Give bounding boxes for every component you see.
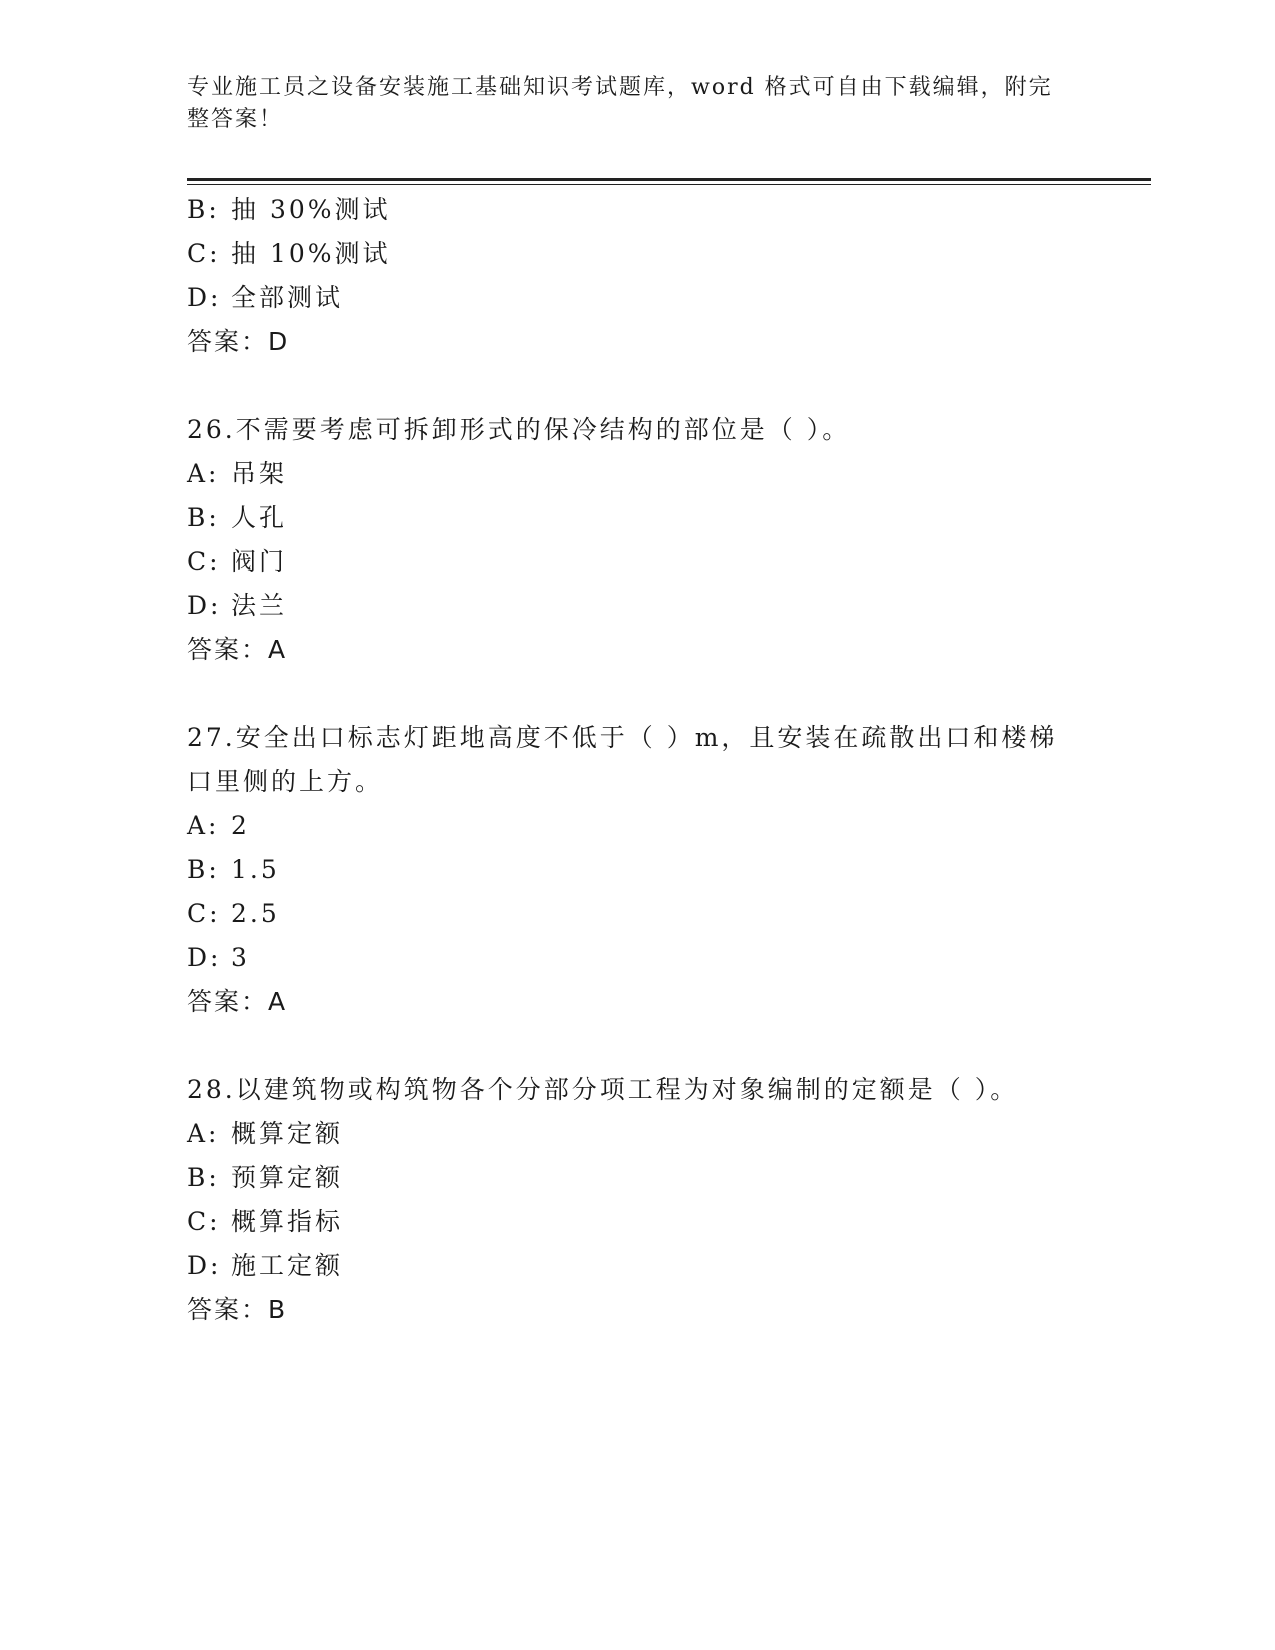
header-line-1: 专业施工员之设备安装施工基础知识考试题库，word 格式可自由下载编辑，附完 xyxy=(187,75,1053,100)
option-text: 法兰 xyxy=(231,591,288,620)
q25-answer: 答案：D xyxy=(187,327,290,356)
q25-option-b xyxy=(187,194,391,226)
option-text: 概算指标 xyxy=(231,1207,344,1236)
q28-option-b xyxy=(187,1162,343,1194)
option-text: 抽 30%测试 xyxy=(231,195,391,224)
q27-option-c xyxy=(187,898,280,930)
q28-stem: 28.以建筑物或构筑物各个分部分项工程为对象编制的定额是（ ）。 xyxy=(187,1075,1019,1104)
option-label: B: xyxy=(187,195,220,224)
option-text: 施工定额 xyxy=(231,1251,344,1280)
q27-stem-line-2: 口里侧的上方。 xyxy=(187,767,384,796)
option-label: C: xyxy=(187,547,221,576)
option-text: 2.5 xyxy=(231,899,280,928)
option-label: C: xyxy=(187,239,221,268)
option-label: D: xyxy=(187,943,222,972)
option-text: 人孔 xyxy=(231,503,288,532)
option-text: 阀门 xyxy=(231,547,288,576)
document-header xyxy=(187,72,1067,136)
option-text: 预算定额 xyxy=(231,1163,344,1192)
q27-option-b xyxy=(187,854,280,886)
option-label: C: xyxy=(187,1207,221,1236)
option-label: A: xyxy=(187,1119,220,1148)
option-label: C: xyxy=(187,899,221,928)
option-label: A: xyxy=(187,459,220,488)
q27-answer: 答案：A xyxy=(187,987,288,1016)
q26-option-b xyxy=(187,502,287,534)
option-text: 全部测试 xyxy=(231,283,344,312)
q25-option-d xyxy=(187,282,343,314)
q26-answer: 答案：A xyxy=(187,635,288,664)
q28-option-c xyxy=(187,1206,343,1238)
q26-option-a xyxy=(187,458,287,490)
option-label: A: xyxy=(187,811,220,840)
header-divider-thin xyxy=(187,184,1151,185)
q28-answer: 答案：B xyxy=(187,1295,288,1324)
q25-option-c xyxy=(187,238,391,270)
option-label: D: xyxy=(187,283,222,312)
option-label: D: xyxy=(187,1251,222,1280)
option-label: D: xyxy=(187,591,222,620)
option-label: B: xyxy=(187,855,220,884)
option-label: B: xyxy=(187,1163,220,1192)
header-divider-thick xyxy=(187,178,1151,181)
option-text: 1.5 xyxy=(231,855,280,884)
q26-option-d xyxy=(187,590,287,622)
q28-option-d xyxy=(187,1250,343,1282)
option-text: 吊架 xyxy=(231,459,288,488)
header-line-2: 整答案！ xyxy=(187,107,284,132)
q26-option-c xyxy=(187,546,287,578)
option-text: 抽 10%测试 xyxy=(231,239,391,268)
option-text: 概算定额 xyxy=(231,1119,344,1148)
option-label: B: xyxy=(187,503,220,532)
option-text: 2 xyxy=(231,811,250,840)
q26-stem: 26.不需要考虑可拆卸形式的保冷结构的部位是（ ）。 xyxy=(187,415,851,444)
q27-option-d xyxy=(187,942,250,974)
q27-stem-line-1: 27.安全出口标志灯距地高度不低于（ ）m，且安装在疏散出口和楼梯 xyxy=(187,723,1058,752)
option-text: 3 xyxy=(231,943,250,972)
q27-option-a xyxy=(187,810,250,842)
q28-option-a xyxy=(187,1118,343,1150)
